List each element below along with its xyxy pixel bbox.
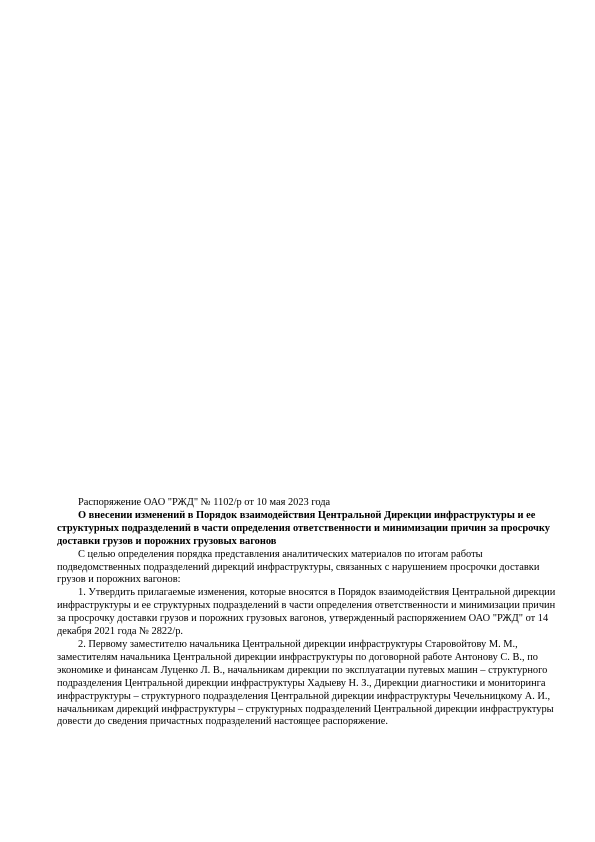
paragraph-intro: С целью определения порядка представления аналитических материалов по итогам работы подведомственных подразделений дирекций инфраструктуры, связанных с нарушением просрочки доставки грузов и порожних вагонов: <box>57 548 540 586</box>
paragraph-item-2: 2. Первому заместителю начальника Центральной дирекции инфраструктуры Старовойтову М. М., заместителям начальника Центральной дирекции инфраструктуры по договорной работе Антонову С. В., по экономике и финансам Луценко Л. В., начальникам дирекции по эксплуатации путевых машин – структурного подразделения Центральной дирекции инфраструктуры Хадыеву Н. З., Дирекции диагностики и мониторинга инфраструктуры – структурного подразделения Центральной дирекции инфраструктуры Чечельницкому А. И., начальникам дирекций инфраструктуры – структурных подразделений Центральной дирекции инфраструктуры довести до сведения причастных подразделений настоящее распоряжение. <box>57 638 554 728</box>
document-header: Распоряжение ОАО "РЖД" № 1102/р от 10 мая 2023 года <box>78 497 331 508</box>
document-body <box>57 497 562 729</box>
document-title: О внесении изменений в Порядок взаимодействия Центральной Дирекции инфраструктуры и ее структурных подразделений в части определения ответственности и минимизации причин за просрочку доставки грузов и порожних грузовых вагонов <box>57 509 550 547</box>
paragraph-item-1: 1. Утвердить прилагаемые изменения, которые вносятся в Порядок взаимодействия Центральной дирекции инфраструктуры и ее структурных подразделений в части определения ответственности и минимизации причин за просрочку доставки грузов и порожних грузовых вагонов, утвержденный распоряжением ОАО "РЖД" от 14 декабря 2021 года № 2822/р. <box>57 587 556 638</box>
